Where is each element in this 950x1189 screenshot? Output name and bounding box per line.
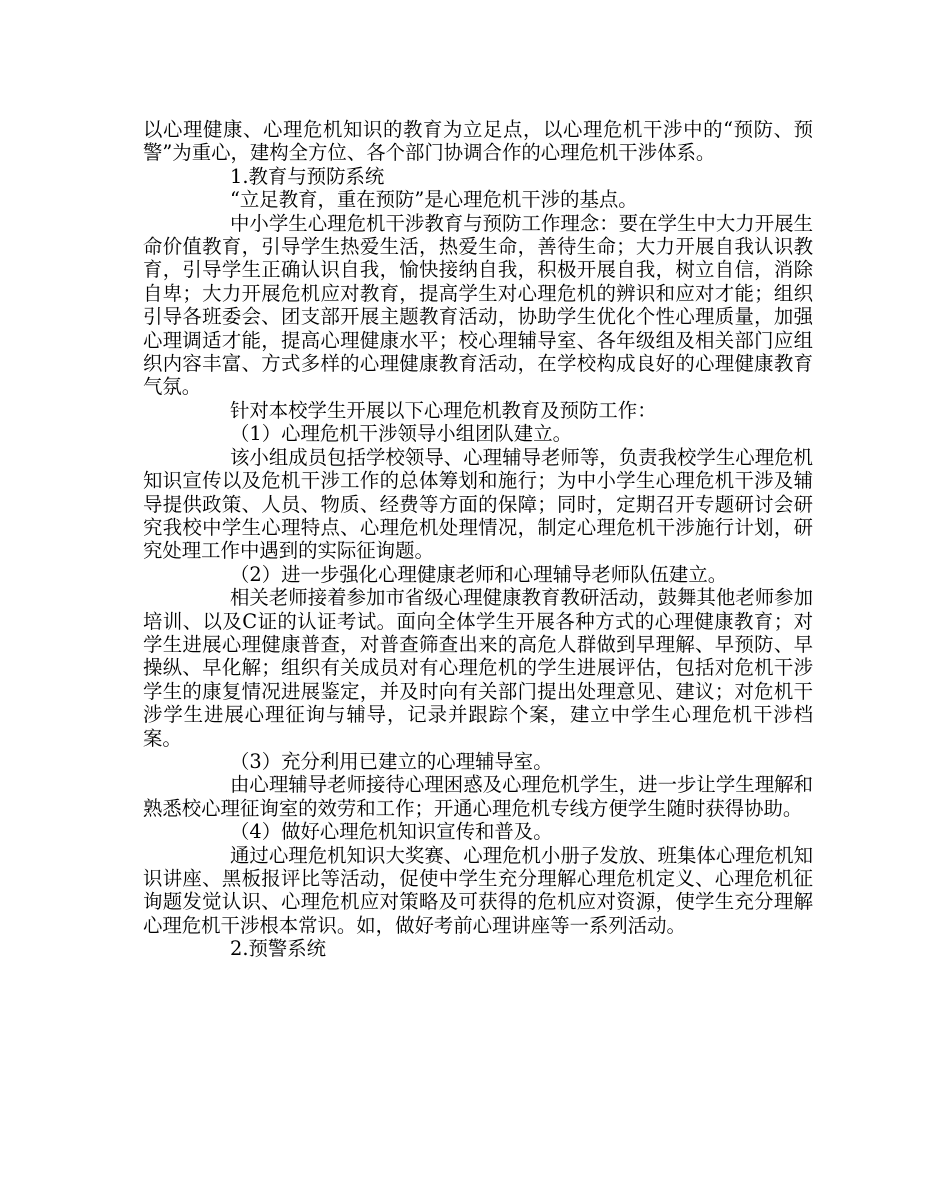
paragraph-philosophy: 中小学生心理危机干涉教育与预防工作理念：要在学生中大力开展生命价值教育，引导学生热爱生活，热爱生命，善待生命；大力开展自我认识教育，引导学生正确认识自我，愉快接纳自我，积极开展自我，树立自信，消除自卑；大力开展危机应对教育，提高学生对心理危机的辨识和应对才能；组织引导各班委会、团支部开展主题教育活动，协助学生优化个性心理质量，加强心理调适才能，提高心理健康水平；校心理辅导室、各年级组及相关部门应组织内容丰富、方式多样的心理健康教育活动，在学校构成良好的心理健康教育气氛。 — [143, 211, 813, 399]
heading-education-prevention: 1.教育与预防系统 — [230, 164, 385, 188]
subheading-2: （2）进一步强化心理健康老师和心理辅导老师队伍建立。 — [230, 562, 728, 586]
document-body — [143, 118, 813, 961]
subheading-3: （3）充分利用已建立的心理辅导室。 — [230, 749, 553, 773]
paragraph-publicity: 通过心理危机知识大奖赛、心理危机小册子发放、班集体心理危机知识讲座、黑板报评比等活动，促使中学生充分理解心理危机定义、心理危机征询题发觉认识、心理危机应对策略及可获得的危机应对资源，使学生充分理解心理危机干涉根本常识。如，做好考前心理讲座等一系列活动。 — [143, 843, 813, 937]
heading-warning-system: 2.预警系统 — [230, 937, 327, 961]
paragraph-team: 该小组成员包括学校领导、心理辅导老师等，负责我校学生心理危机知识宣传以及危机干涉工作的总体筹划和施行；为中小学生心理危机干涉及辅导提供政策、人员、物质、经费等方面的保障；同时，定期召开专题研讨会研究我校中学生心理特点、心理危机处理情况，制定心理危机干涉施行计划，研究处理工作中遇到的实际征询题。 — [143, 445, 813, 563]
paragraph-intro: 以心理健康、心理危机知识的教育为立足点，以心理危机干涉中的“预防、预警”为重心，建构全方位、各个部门协调合作的心理危机干涉体系。 — [143, 118, 813, 165]
paragraph-foundation: “立足教育，重在预防”是心理危机干涉的基点。 — [230, 188, 638, 212]
paragraph-teachers: 相关老师接着参加市省级心理健康教育教研活动，鼓舞其他老师参加培训、以及C证的认证考试。面向全体学生开展各种方式的心理健康教育；对学生进展心理健康普查，对普查筛查出来的高危人群做到早理解、早预防、早操纵、早化解；组织有关成员对有心理危机的学生进展评估，包括对危机干涉学生的康复情况进展鉴定，并及时向有关部门提出处理意见、建议；对危机干涉学生进展心理征询与辅导，记录并跟踪个案，建立中学生心理危机干涉档案。 — [143, 586, 813, 750]
paragraph-work-intro: 针对本校学生开展以下心理危机教育及预防工作： — [230, 398, 657, 422]
paragraph-counseling-room: 由心理辅导老师接待心理困惑及心理危机学生，进一步让学生理解和熟悉校心理征询室的效劳和工作；开通心理危机专线方便学生随时获得协助。 — [143, 773, 813, 820]
subheading-4: （4）做好心理危机知识宣传和普及。 — [230, 820, 553, 844]
subheading-1: （1）心理危机干涉领导小组团队建立。 — [230, 422, 572, 446]
